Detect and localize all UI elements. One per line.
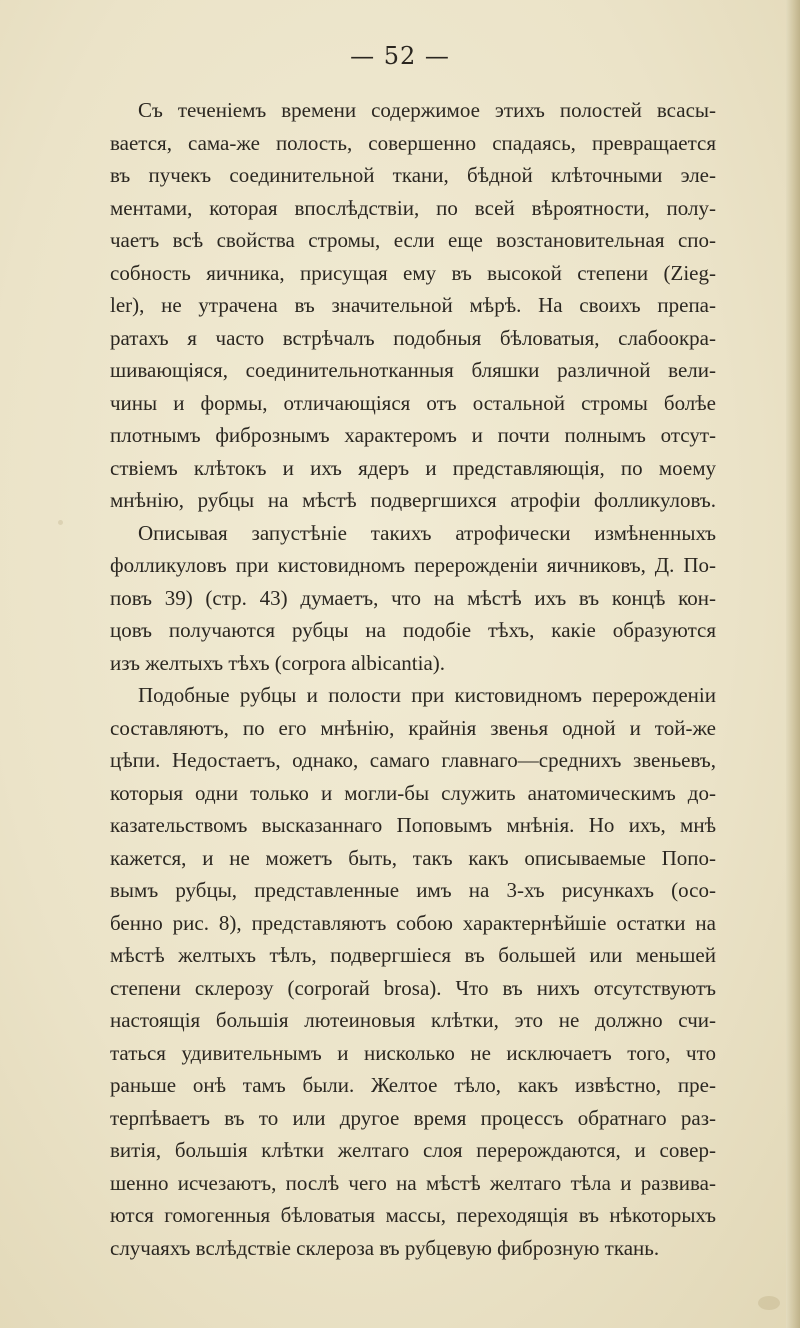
text-line: кажется, и не можетъ быть, такъ какъ описываемые Попо- [110, 845, 716, 870]
text-line: цовъ получаются рубцы на подобіе тѣхъ, какіе образуются [110, 618, 716, 642]
text-line: цѣпи. Недостаетъ, однако, самаго главнаго—среднихъ звеньевъ, [110, 748, 716, 772]
text-line: повъ 39) (стр. 43) думаетъ, что на мѣстѣ ихъ въ концѣ кон- [110, 585, 716, 610]
text-line: ются гомогенныя бѣловатыя массы, переходящія въ нѣкоторыхъ [110, 1203, 716, 1227]
text-line: составляютъ, по его мнѣнію, крайнія звенья одной и той-же [110, 715, 716, 740]
paper-stain [758, 1296, 780, 1310]
body-text [110, 94, 716, 1264]
text-line: степени склерозу (corporaй brosa). Что въ нихъ отсутствуютъ [110, 975, 716, 1000]
text-line: терпѣваетъ въ то или другое время процессъ обратнаго раз- [110, 1105, 716, 1130]
text-line: ментами, которая впослѣдствіи, по всей вѣроятности, полу- [110, 195, 716, 220]
text-line: плотнымъ фибрознымъ характеромъ и почти полнымъ отсут- [110, 423, 716, 447]
text-line: шивающіяся, соединительнотканныя бляшки различной вели- [110, 358, 716, 382]
text-line: фолликуловъ при кистовидномъ перерожденіи яичниковъ, Д. По- [110, 553, 716, 577]
text-line: витія, большія клѣтки желтаго слоя перерождаются, и совер- [110, 1138, 716, 1162]
page-number: — 52 — [350, 42, 450, 70]
text-line: ратахъ я часто встрѣчалъ подобныя бѣловатыя, слабоокра- [110, 325, 716, 350]
text-line: Подобные рубцы и полости при кистовидномъ перерожденіи [138, 683, 716, 707]
text-line: чаетъ всѣ свойства стромы, если еще возстановительная спо- [110, 228, 716, 252]
text-line: собность яичника, присущая ему въ высокой степени (Zieg- [110, 260, 716, 285]
text-line: которыя одни только и могли-бы служить анатомическимъ до- [110, 780, 716, 805]
text-line: настоящія большія лютеиновыя клѣтки, это не должно счи- [110, 1008, 716, 1032]
text-line: мѣстѣ желтыхъ тѣлъ, подвергшіеся въ большей или меньшей [110, 943, 716, 967]
page-edge-shadow [786, 0, 800, 1328]
paper-stain [58, 520, 63, 525]
text-line: чины и формы, отличающіяся отъ остальной стромы болѣе [110, 390, 716, 415]
text-line: таться удивительнымъ и нисколько не исключаетъ того, что [110, 1040, 716, 1065]
text-line: изъ желтыхъ тѣхъ (corpora albicantia). [110, 650, 446, 675]
text-line: казательствомъ высказаннаго Поповымъ мнѣнія. Но ихъ, мнѣ [110, 813, 716, 837]
text-line: въ пучекъ соединительной ткани, бѣдной клѣточными эле- [110, 163, 716, 187]
text-line: бенно рис. 8), представляютъ собою характернѣйшіе остатки на [110, 910, 716, 935]
text-line: вается, сама-же полость, совершенно спадаясь, превращается [110, 130, 716, 155]
text-line: случаяхъ вслѣдствіе склероза въ рубцевую фиброзную ткань. [110, 1235, 660, 1260]
text-line: Описывая запустѣніе такихъ атрофически измѣненныхъ [138, 520, 716, 545]
text-line: Съ теченіемъ времени содержимое этихъ полостей всасы- [138, 98, 716, 122]
text-line: шенно исчезаютъ, послѣ чего на мѣстѣ желтаго тѣла и развива- [110, 1170, 716, 1195]
text-line: ствіемъ клѣтокъ и ихъ ядеръ и представляющія, по моему [110, 455, 716, 480]
text-line: раньше онѣ тамъ были. Желтое тѣло, какъ извѣстно, пре- [110, 1073, 716, 1097]
text-line: мнѣнію, рубцы на мѣстѣ подвергшихся атрофіи фолликуловъ. [110, 488, 716, 512]
text-line: ler), не утрачена въ значительной мѣрѣ. На своихъ препа- [110, 293, 716, 317]
text-line: вымъ рубцы, представленные имъ на 3-хъ рисункахъ (осо- [110, 878, 716, 902]
